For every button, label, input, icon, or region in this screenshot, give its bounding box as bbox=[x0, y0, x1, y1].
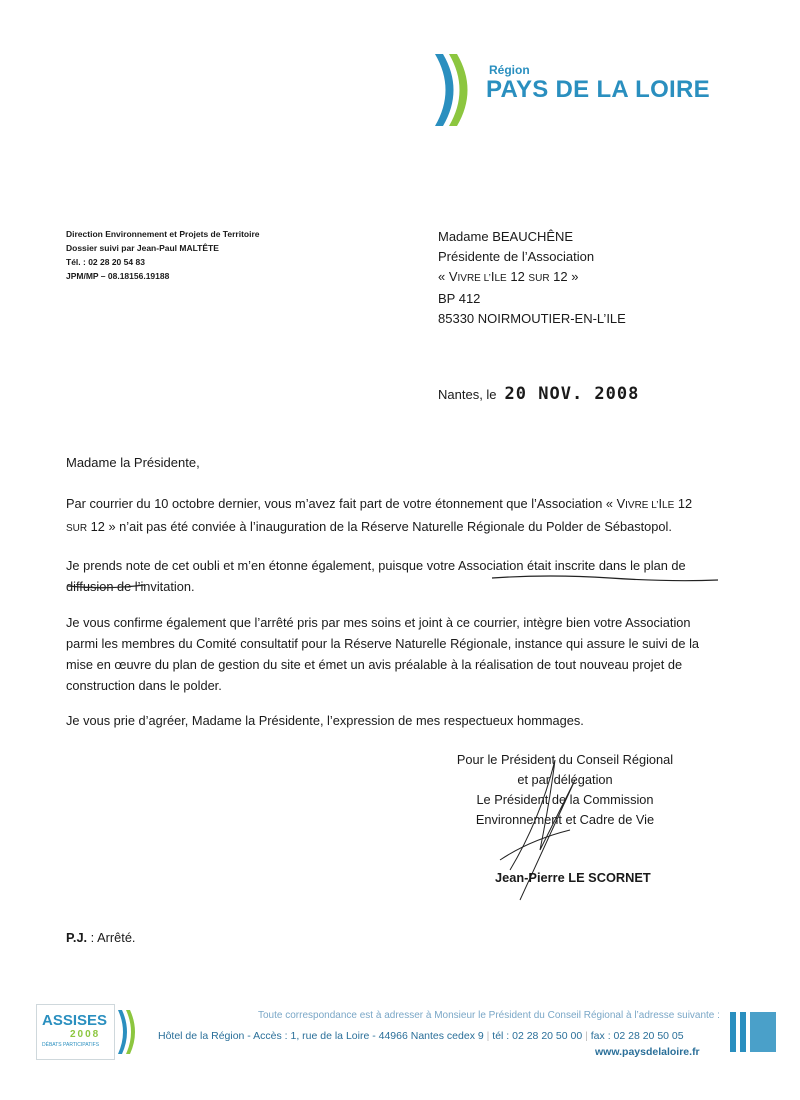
enclosure-note: P.J. : Arrêté. bbox=[66, 930, 136, 945]
date-stamp: 20 NOV. 2008 bbox=[504, 384, 640, 404]
footer-correspondence-note: Toute correspondance est à adresser à Monsieur le Président du Conseil Régional à l’adresse suivante : bbox=[258, 1010, 720, 1021]
body-paragraph-3: Je vous confirme également que l’arrêté pris par mes soins et joint à ce courrier, intègre bien votre Association parmi les membres du Comité consultatif pour la Réserve Naturelle Régionale, instance qui assure le suivi de la mise en œuvre du plan de gestion du site et émet un avis préalable à la réalisation de tout nouveau projet de construction dans le polder. bbox=[66, 615, 700, 693]
logo-region-name: PAYS DE LA LOIRE bbox=[486, 76, 710, 103]
body-paragraph-1: Par courrier du 10 octobre dernier, vous m’avez fait part de votre étonnement que l’Association « VIVRE L’ILE 12 SUR 12 » n’ait pas été conviée à l’inauguration de la Réserve Naturelle Régionale du Polder de Sébastopol. bbox=[66, 496, 693, 534]
recipient-po-box: BP 412 bbox=[438, 291, 481, 306]
signature-title-2: et par délégation bbox=[517, 772, 613, 787]
signature-title-1: Pour le Président du Conseil Régional bbox=[456, 752, 674, 767]
letter-date bbox=[438, 384, 639, 404]
assises-year: 2008 bbox=[70, 1029, 101, 1040]
sender-department: Direction Environnement et Projets de Territoire bbox=[66, 229, 260, 239]
handwritten-underline bbox=[490, 570, 720, 590]
footer-logo-bars bbox=[728, 1012, 776, 1052]
signature-title-3: Le Président de la Commission bbox=[476, 792, 654, 807]
recipient-name: Madame BEAUCHÊNE bbox=[438, 229, 574, 244]
recipient-association: « VIVRE L’ILE 12 SUR 12 » bbox=[438, 269, 579, 284]
sender-phone: Tél. : 02 28 20 54 83 bbox=[66, 257, 145, 267]
assises-tagline: DÉBATS PARTICIPATIFS bbox=[42, 1042, 100, 1048]
logo-region-label: Région bbox=[489, 63, 530, 77]
body-paragraph-4: Je vous prie d’agréer, Madame la Présidente, l’expression de mes respectueux hommages. bbox=[66, 713, 584, 728]
body-paragraph-2: Je prends note de cet oubli et m’en étonne également, puisque votre Association était inscrite dans le plan de diffusion de l’invitation. bbox=[66, 558, 686, 594]
footer-website-link[interactable]: www.paysdelaloire.fr bbox=[595, 1046, 700, 1058]
assises-title: ASSISES bbox=[42, 1012, 108, 1029]
footer-address-line: Hôtel de la Région - Accès : 1, rue de la Loire - 44966 Nantes cedex 9 | tél : 02 28 20 50 00 | fax : 02 28 20 50 05 bbox=[158, 1030, 684, 1042]
date-prefix: Nantes, le bbox=[438, 387, 497, 402]
signature-title-4: Environnement et Cadre de Vie bbox=[475, 812, 655, 827]
footer-address: Hôtel de la Région - Accès : 1, rue de la Loire - 44966 Nantes cedex 9 bbox=[158, 1030, 484, 1042]
sender-block bbox=[66, 227, 260, 283]
footer-phone: tél : 02 28 20 50 00 bbox=[492, 1030, 583, 1042]
assises-2008-logo bbox=[36, 1004, 136, 1060]
sender-reference: JPM/MP – 08.18156.19188 bbox=[66, 271, 170, 281]
footer-fax: fax : 02 28 20 50 05 bbox=[590, 1030, 684, 1042]
handwritten-underline-short bbox=[66, 580, 146, 594]
sender-contact: Dossier suivi par Jean-Paul MALTÊTE bbox=[66, 243, 219, 253]
recipient-role: Présidente de l’Association bbox=[438, 249, 595, 264]
recipient-city: 85330 NOIRMOUTIER-EN-L’ILE bbox=[438, 311, 626, 326]
recipient-block bbox=[438, 227, 626, 329]
salutation: Madame la Présidente, bbox=[66, 455, 200, 470]
signer-name: Jean-Pierre LE SCORNET bbox=[495, 870, 651, 885]
